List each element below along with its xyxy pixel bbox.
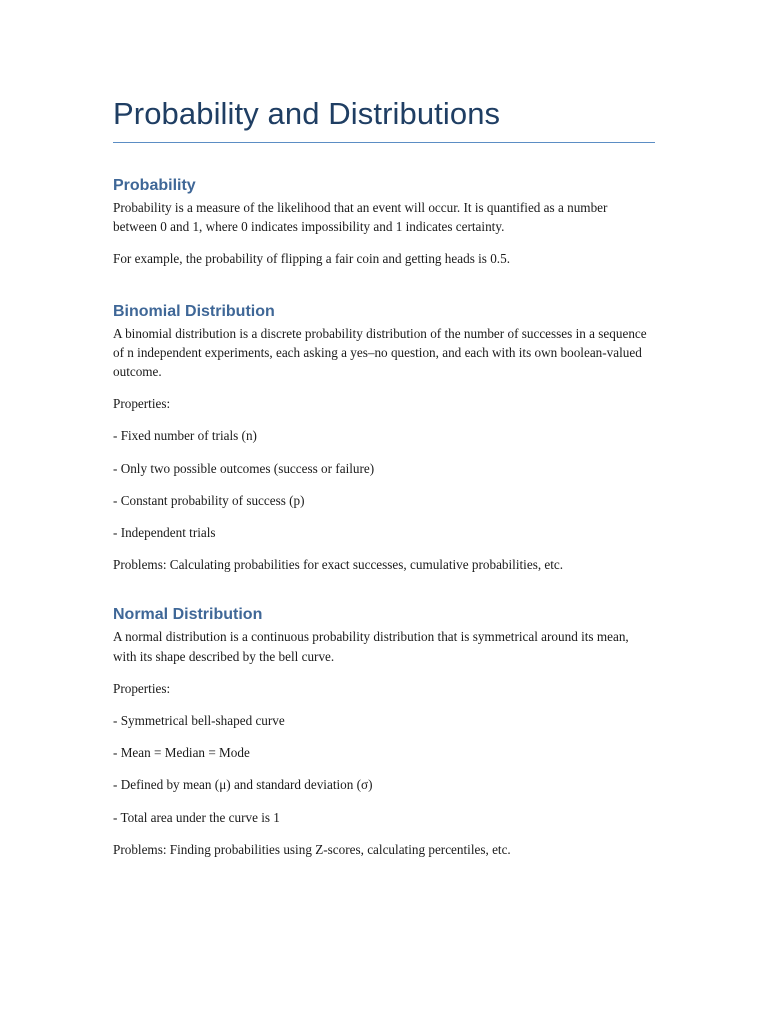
property-item: - Constant probability of success (p) bbox=[113, 492, 305, 508]
page-title: Probability and Distributions bbox=[113, 96, 501, 131]
property-item: - Symmetrical bell-shaped curve bbox=[113, 713, 285, 729]
problems-text: Problems: Calculating probabilities for exact successes, cumulative probabilities, etc. bbox=[113, 557, 564, 573]
section-normal-distribution bbox=[113, 604, 654, 859]
property-item: - Total area under the curve is 1 bbox=[113, 809, 280, 825]
section-heading: Probability bbox=[113, 177, 196, 194]
property-item: - Only two possible outcomes (success or failure) bbox=[113, 460, 375, 476]
section-heading: Normal Distribution bbox=[113, 606, 263, 624]
property-item: - Independent trials bbox=[113, 525, 216, 541]
paragraph: A binomial distribution is a discrete probability distribution of the number of successes in a sequence of n independent experiments, each asking a yes–no question, and each with its own boolean-valued outcome. bbox=[113, 325, 647, 380]
paragraph: Probability is a measure of the likelihood that an event will occur. It is quantified as a number between 0 and 1, where 0 indicates impossibility and 1 indicates certainty. bbox=[113, 200, 608, 235]
properties-label: Properties: bbox=[113, 680, 171, 696]
section-heading: Binomial Distribution bbox=[113, 302, 275, 320]
property-item: - Fixed number of trials (n) bbox=[113, 428, 257, 444]
section-binomial-distribution bbox=[113, 301, 654, 575]
problems-text: Problems: Finding probabilities using Z-scores, calculating percentiles, etc. bbox=[113, 841, 511, 857]
property-item: - Defined by mean (μ) and standard deviation (σ) bbox=[113, 777, 373, 793]
title-underline bbox=[113, 142, 655, 143]
section-probability bbox=[113, 175, 654, 269]
paragraph: For example, the probability of flipping a fair coin and getting heads is 0.5. bbox=[113, 251, 510, 267]
paragraph: A normal distribution is a continuous probability distribution that is symmetrical around its mean, with its shape described by the bell curve. bbox=[113, 629, 629, 664]
property-item: - Mean = Median = Mode bbox=[113, 745, 250, 761]
properties-label: Properties: bbox=[113, 396, 171, 412]
